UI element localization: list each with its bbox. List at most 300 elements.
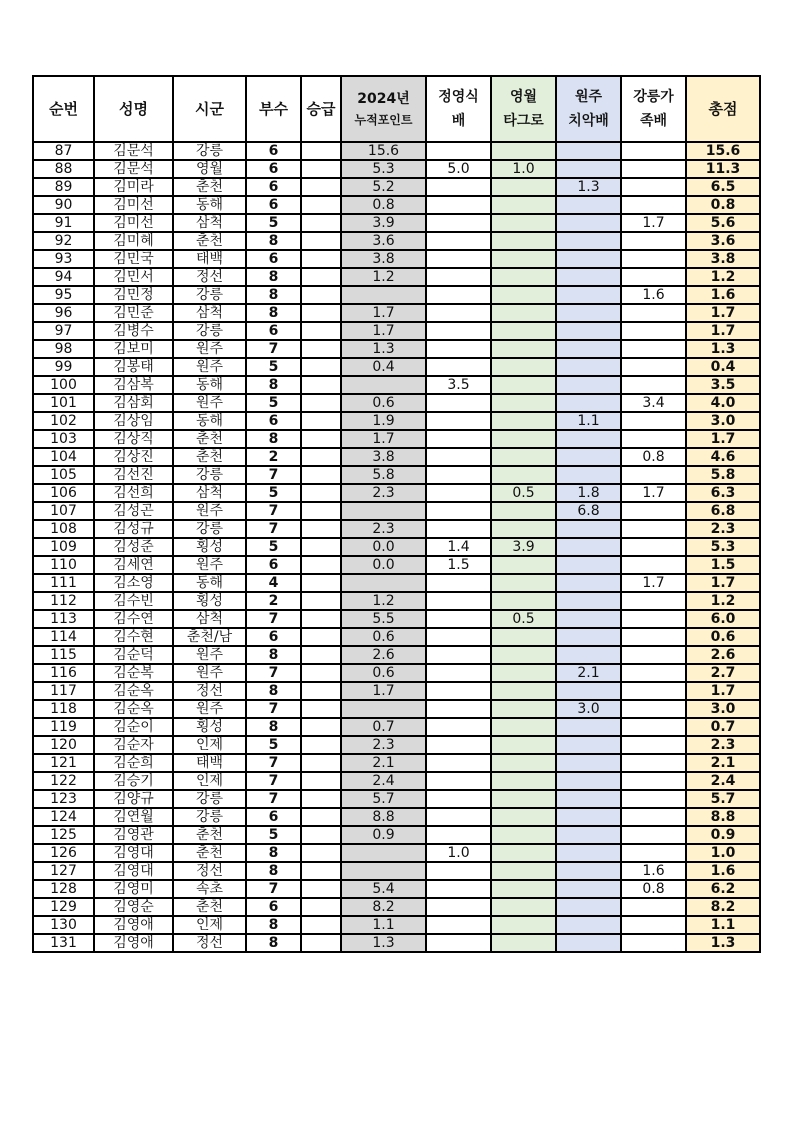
cell-2024-points bbox=[341, 862, 426, 880]
header-promotion: 승급 bbox=[301, 76, 341, 142]
cell-division: 8 bbox=[246, 646, 301, 664]
cell-gangneung-family-cup bbox=[621, 160, 686, 178]
cell-no: 96 bbox=[33, 304, 94, 322]
cell-promotion bbox=[301, 250, 341, 268]
cell-region: 원주 bbox=[173, 340, 246, 358]
cell-no: 128 bbox=[33, 880, 94, 898]
cell-jeong-youngsik-cup bbox=[426, 916, 491, 934]
cell-total: 1.0 bbox=[686, 844, 760, 862]
table-row bbox=[33, 916, 760, 934]
cell-gangneung-family-cup bbox=[621, 430, 686, 448]
cell-jeong-youngsik-cup bbox=[426, 142, 491, 160]
cell-promotion bbox=[301, 610, 341, 628]
table-row bbox=[33, 754, 760, 772]
cell-total: 3.6 bbox=[686, 232, 760, 250]
cell-total: 0.4 bbox=[686, 358, 760, 376]
table-row bbox=[33, 322, 760, 340]
cell-promotion bbox=[301, 340, 341, 358]
cell-division: 8 bbox=[246, 430, 301, 448]
cell-2024-points: 1.7 bbox=[341, 322, 426, 340]
cell-division: 8 bbox=[246, 844, 301, 862]
cell-region: 춘천 bbox=[173, 898, 246, 916]
cell-promotion bbox=[301, 322, 341, 340]
cell-name: 김미선 bbox=[94, 196, 173, 214]
cell-2024-points bbox=[341, 502, 426, 520]
cell-2024-points: 5.7 bbox=[341, 790, 426, 808]
cell-wonju-chiak-cup bbox=[556, 394, 621, 412]
cell-2024-points: 0.6 bbox=[341, 664, 426, 682]
cell-wonju-chiak-cup bbox=[556, 340, 621, 358]
cell-region: 횡성 bbox=[173, 592, 246, 610]
table-row bbox=[33, 412, 760, 430]
cell-name: 김삼회 bbox=[94, 394, 173, 412]
cell-jeong-youngsik-cup bbox=[426, 808, 491, 826]
cell-gangneung-family-cup bbox=[621, 322, 686, 340]
cell-division: 6 bbox=[246, 250, 301, 268]
cell-region: 춘천 bbox=[173, 448, 246, 466]
cell-region: 삼척 bbox=[173, 610, 246, 628]
cell-yeongwol-tagro bbox=[491, 142, 556, 160]
cell-name: 김보미 bbox=[94, 340, 173, 358]
cell-gangneung-family-cup bbox=[621, 610, 686, 628]
cell-wonju-chiak-cup: 2.1 bbox=[556, 664, 621, 682]
cell-division: 8 bbox=[246, 718, 301, 736]
cell-wonju-chiak-cup: 1.8 bbox=[556, 484, 621, 502]
table-row bbox=[33, 664, 760, 682]
table-row bbox=[33, 898, 760, 916]
cell-yeongwol-tagro bbox=[491, 880, 556, 898]
cell-no: 114 bbox=[33, 628, 94, 646]
cell-gangneung-family-cup bbox=[621, 412, 686, 430]
cell-total: 2.6 bbox=[686, 646, 760, 664]
cell-division: 7 bbox=[246, 340, 301, 358]
cell-yeongwol-tagro bbox=[491, 448, 556, 466]
cell-region: 원주 bbox=[173, 646, 246, 664]
cell-2024-points bbox=[341, 700, 426, 718]
table-row bbox=[33, 466, 760, 484]
cell-2024-points: 8.8 bbox=[341, 808, 426, 826]
cell-wonju-chiak-cup: 6.8 bbox=[556, 502, 621, 520]
cell-wonju-chiak-cup: 1.1 bbox=[556, 412, 621, 430]
cell-division: 6 bbox=[246, 178, 301, 196]
cell-2024-points: 2.6 bbox=[341, 646, 426, 664]
table-row bbox=[33, 448, 760, 466]
cell-region: 횡성 bbox=[173, 538, 246, 556]
cell-division: 8 bbox=[246, 934, 301, 952]
cell-promotion bbox=[301, 808, 341, 826]
cell-promotion bbox=[301, 394, 341, 412]
cell-no: 95 bbox=[33, 286, 94, 304]
cell-promotion bbox=[301, 412, 341, 430]
cell-gangneung-family-cup: 0.8 bbox=[621, 448, 686, 466]
cell-region: 강릉 bbox=[173, 322, 246, 340]
cell-2024-points: 0.4 bbox=[341, 358, 426, 376]
cell-gangneung-family-cup bbox=[621, 916, 686, 934]
cell-name: 김순희 bbox=[94, 754, 173, 772]
cell-yeongwol-tagro bbox=[491, 628, 556, 646]
cell-region: 정선 bbox=[173, 682, 246, 700]
cell-name: 김문석 bbox=[94, 142, 173, 160]
cell-yeongwol-tagro bbox=[491, 646, 556, 664]
cell-region: 속초 bbox=[173, 880, 246, 898]
cell-division: 8 bbox=[246, 232, 301, 250]
cell-region: 삼척 bbox=[173, 304, 246, 322]
cell-wonju-chiak-cup bbox=[556, 232, 621, 250]
cell-division: 7 bbox=[246, 520, 301, 538]
cell-division: 6 bbox=[246, 322, 301, 340]
cell-2024-points: 5.5 bbox=[341, 610, 426, 628]
cell-yeongwol-tagro bbox=[491, 394, 556, 412]
cell-yeongwol-tagro bbox=[491, 250, 556, 268]
cell-no: 104 bbox=[33, 448, 94, 466]
cell-jeong-youngsik-cup bbox=[426, 322, 491, 340]
cell-no: 93 bbox=[33, 250, 94, 268]
cell-yeongwol-tagro bbox=[491, 592, 556, 610]
cell-region: 태백 bbox=[173, 250, 246, 268]
cell-2024-points: 5.8 bbox=[341, 466, 426, 484]
cell-yeongwol-tagro bbox=[491, 304, 556, 322]
cell-no: 92 bbox=[33, 232, 94, 250]
cell-division: 4 bbox=[246, 574, 301, 592]
cell-total: 6.8 bbox=[686, 502, 760, 520]
cell-jeong-youngsik-cup bbox=[426, 430, 491, 448]
cell-2024-points bbox=[341, 286, 426, 304]
cell-wonju-chiak-cup bbox=[556, 610, 621, 628]
cell-wonju-chiak-cup bbox=[556, 520, 621, 538]
cell-2024-points: 3.8 bbox=[341, 250, 426, 268]
cell-yeongwol-tagro bbox=[491, 574, 556, 592]
cell-gangneung-family-cup bbox=[621, 178, 686, 196]
header-wj-line2: 치악배 bbox=[568, 113, 609, 129]
cell-promotion bbox=[301, 196, 341, 214]
cell-region: 정선 bbox=[173, 934, 246, 952]
cell-jeong-youngsik-cup bbox=[426, 304, 491, 322]
cell-name: 김선희 bbox=[94, 484, 173, 502]
cell-jeong-youngsik-cup bbox=[426, 214, 491, 232]
cell-division: 8 bbox=[246, 916, 301, 934]
cell-region: 횡성 bbox=[173, 718, 246, 736]
cell-name: 김미라 bbox=[94, 178, 173, 196]
cell-division: 6 bbox=[246, 412, 301, 430]
cell-no: 113 bbox=[33, 610, 94, 628]
cell-region: 강릉 bbox=[173, 142, 246, 160]
cell-wonju-chiak-cup bbox=[556, 322, 621, 340]
cell-2024-points bbox=[341, 376, 426, 394]
header-2024-points-line1: 2024년 bbox=[357, 91, 410, 107]
cell-promotion bbox=[301, 772, 341, 790]
cell-total: 2.3 bbox=[686, 520, 760, 538]
cell-no: 105 bbox=[33, 466, 94, 484]
cell-name: 김상진 bbox=[94, 448, 173, 466]
header-wj-line1: 원주 bbox=[574, 89, 603, 105]
cell-yeongwol-tagro bbox=[491, 196, 556, 214]
cell-jeong-youngsik-cup bbox=[426, 592, 491, 610]
cell-promotion bbox=[301, 160, 341, 178]
cell-yeongwol-tagro bbox=[491, 736, 556, 754]
cell-2024-points: 0.9 bbox=[341, 826, 426, 844]
cell-gangneung-family-cup bbox=[621, 772, 686, 790]
cell-jeong-youngsik-cup: 5.0 bbox=[426, 160, 491, 178]
cell-gangneung-family-cup bbox=[621, 196, 686, 214]
cell-wonju-chiak-cup bbox=[556, 934, 621, 952]
cell-name: 김삼복 bbox=[94, 376, 173, 394]
cell-no: 91 bbox=[33, 214, 94, 232]
cell-total: 3.0 bbox=[686, 700, 760, 718]
cell-gangneung-family-cup bbox=[621, 376, 686, 394]
cell-division: 8 bbox=[246, 286, 301, 304]
cell-total: 4.0 bbox=[686, 394, 760, 412]
header-2024-points-line2: 누적포인트 bbox=[354, 113, 413, 127]
cell-yeongwol-tagro bbox=[491, 214, 556, 232]
cell-name: 김영미 bbox=[94, 880, 173, 898]
cell-total: 8.2 bbox=[686, 898, 760, 916]
cell-division: 6 bbox=[246, 142, 301, 160]
cell-total: 6.5 bbox=[686, 178, 760, 196]
cell-wonju-chiak-cup bbox=[556, 556, 621, 574]
cell-total: 1.1 bbox=[686, 916, 760, 934]
cell-no: 87 bbox=[33, 142, 94, 160]
cell-wonju-chiak-cup bbox=[556, 466, 621, 484]
cell-division: 7 bbox=[246, 664, 301, 682]
cell-yeongwol-tagro bbox=[491, 268, 556, 286]
cell-gangneung-family-cup bbox=[621, 682, 686, 700]
cell-wonju-chiak-cup bbox=[556, 772, 621, 790]
table-row bbox=[33, 502, 760, 520]
cell-promotion bbox=[301, 880, 341, 898]
cell-wonju-chiak-cup bbox=[556, 304, 621, 322]
cell-jeong-youngsik-cup bbox=[426, 520, 491, 538]
cell-total: 1.2 bbox=[686, 268, 760, 286]
cell-jeong-youngsik-cup bbox=[426, 664, 491, 682]
cell-promotion bbox=[301, 286, 341, 304]
cell-yeongwol-tagro bbox=[491, 772, 556, 790]
cell-promotion bbox=[301, 214, 341, 232]
cell-region: 인제 bbox=[173, 772, 246, 790]
cell-no: 123 bbox=[33, 790, 94, 808]
cell-division: 6 bbox=[246, 196, 301, 214]
cell-2024-points: 1.1 bbox=[341, 916, 426, 934]
cell-jeong-youngsik-cup bbox=[426, 772, 491, 790]
cell-yeongwol-tagro: 1.0 bbox=[491, 160, 556, 178]
table-body bbox=[33, 142, 760, 952]
cell-jeong-youngsik-cup: 1.4 bbox=[426, 538, 491, 556]
cell-yeongwol-tagro bbox=[491, 862, 556, 880]
cell-jeong-youngsik-cup bbox=[426, 466, 491, 484]
cell-division: 6 bbox=[246, 898, 301, 916]
cell-no: 88 bbox=[33, 160, 94, 178]
cell-gangneung-family-cup bbox=[621, 250, 686, 268]
cell-wonju-chiak-cup bbox=[556, 754, 621, 772]
cell-no: 110 bbox=[33, 556, 94, 574]
cell-2024-points: 2.4 bbox=[341, 772, 426, 790]
cell-yeongwol-tagro bbox=[491, 376, 556, 394]
cell-gangneung-family-cup bbox=[621, 358, 686, 376]
cell-jeong-youngsik-cup: 3.5 bbox=[426, 376, 491, 394]
cell-jeong-youngsik-cup bbox=[426, 682, 491, 700]
cell-name: 김소영 bbox=[94, 574, 173, 592]
cell-2024-points bbox=[341, 844, 426, 862]
cell-jeong-youngsik-cup bbox=[426, 574, 491, 592]
table-row bbox=[33, 214, 760, 232]
header-total: 총점 bbox=[686, 76, 760, 142]
cell-region: 원주 bbox=[173, 700, 246, 718]
cell-yeongwol-tagro bbox=[491, 682, 556, 700]
cell-gangneung-family-cup: 1.7 bbox=[621, 484, 686, 502]
cell-jeong-youngsik-cup bbox=[426, 880, 491, 898]
cell-name: 김민준 bbox=[94, 304, 173, 322]
cell-gangneung-family-cup bbox=[621, 646, 686, 664]
cell-division: 7 bbox=[246, 754, 301, 772]
cell-region: 강릉 bbox=[173, 808, 246, 826]
cell-gangneung-family-cup bbox=[621, 340, 686, 358]
cell-total: 0.9 bbox=[686, 826, 760, 844]
cell-wonju-chiak-cup bbox=[556, 844, 621, 862]
cell-region: 춘천/남 bbox=[173, 628, 246, 646]
cell-promotion bbox=[301, 448, 341, 466]
cell-name: 김미선 bbox=[94, 214, 173, 232]
cell-total: 6.3 bbox=[686, 484, 760, 502]
cell-2024-points: 3.8 bbox=[341, 448, 426, 466]
cell-jeong-youngsik-cup bbox=[426, 394, 491, 412]
cell-division: 6 bbox=[246, 808, 301, 826]
cell-total: 6.2 bbox=[686, 880, 760, 898]
cell-no: 108 bbox=[33, 520, 94, 538]
cell-region: 삼척 bbox=[173, 484, 246, 502]
cell-total: 8.8 bbox=[686, 808, 760, 826]
cell-division: 7 bbox=[246, 880, 301, 898]
cell-2024-points: 1.7 bbox=[341, 682, 426, 700]
cell-jeong-youngsik-cup bbox=[426, 736, 491, 754]
cell-wonju-chiak-cup bbox=[556, 682, 621, 700]
cell-promotion bbox=[301, 934, 341, 952]
table-row bbox=[33, 520, 760, 538]
cell-yeongwol-tagro: 0.5 bbox=[491, 610, 556, 628]
cell-2024-points: 5.2 bbox=[341, 178, 426, 196]
table-row bbox=[33, 178, 760, 196]
cell-yeongwol-tagro bbox=[491, 808, 556, 826]
table-row bbox=[33, 592, 760, 610]
cell-promotion bbox=[301, 520, 341, 538]
cell-jeong-youngsik-cup bbox=[426, 898, 491, 916]
cell-2024-points: 3.6 bbox=[341, 232, 426, 250]
cell-no: 116 bbox=[33, 664, 94, 682]
cell-promotion bbox=[301, 718, 341, 736]
cell-promotion bbox=[301, 664, 341, 682]
cell-gangneung-family-cup bbox=[621, 304, 686, 322]
cell-total: 1.6 bbox=[686, 862, 760, 880]
cell-name: 김문석 bbox=[94, 160, 173, 178]
cell-gangneung-family-cup: 1.6 bbox=[621, 862, 686, 880]
cell-promotion bbox=[301, 862, 341, 880]
cell-2024-points: 1.7 bbox=[341, 430, 426, 448]
cell-2024-points bbox=[341, 574, 426, 592]
header-jys-line1: 정영식 bbox=[438, 89, 479, 105]
cell-name: 김병수 bbox=[94, 322, 173, 340]
table-row bbox=[33, 718, 760, 736]
cell-name: 김성준 bbox=[94, 538, 173, 556]
table-row bbox=[33, 430, 760, 448]
cell-2024-points: 1.3 bbox=[341, 340, 426, 358]
cell-2024-points: 0.6 bbox=[341, 628, 426, 646]
cell-division: 7 bbox=[246, 700, 301, 718]
cell-promotion bbox=[301, 700, 341, 718]
cell-yeongwol-tagro: 3.9 bbox=[491, 538, 556, 556]
table-row bbox=[33, 826, 760, 844]
cell-wonju-chiak-cup bbox=[556, 358, 621, 376]
cell-gangneung-family-cup bbox=[621, 736, 686, 754]
table-row bbox=[33, 142, 760, 160]
header-gn-line2: 족배 bbox=[639, 113, 668, 129]
header-jeong-youngsik-cup bbox=[426, 76, 491, 142]
cell-promotion bbox=[301, 304, 341, 322]
cell-region: 강릉 bbox=[173, 286, 246, 304]
cell-no: 127 bbox=[33, 862, 94, 880]
cell-total: 3.5 bbox=[686, 376, 760, 394]
table-row bbox=[33, 376, 760, 394]
cell-no: 94 bbox=[33, 268, 94, 286]
cell-jeong-youngsik-cup bbox=[426, 700, 491, 718]
cell-promotion bbox=[301, 574, 341, 592]
cell-division: 5 bbox=[246, 736, 301, 754]
cell-division: 7 bbox=[246, 466, 301, 484]
cell-jeong-youngsik-cup bbox=[426, 232, 491, 250]
cell-yeongwol-tagro bbox=[491, 826, 556, 844]
cell-name: 김미혜 bbox=[94, 232, 173, 250]
cell-no: 100 bbox=[33, 376, 94, 394]
cell-promotion bbox=[301, 916, 341, 934]
cell-2024-points: 1.7 bbox=[341, 304, 426, 322]
header-region: 시군 bbox=[173, 76, 246, 142]
cell-division: 8 bbox=[246, 268, 301, 286]
cell-name: 김상직 bbox=[94, 430, 173, 448]
cell-name: 김연월 bbox=[94, 808, 173, 826]
cell-total: 2.3 bbox=[686, 736, 760, 754]
header-row bbox=[33, 76, 760, 142]
cell-gangneung-family-cup: 1.6 bbox=[621, 286, 686, 304]
cell-name: 김순옥 bbox=[94, 700, 173, 718]
cell-region: 동해 bbox=[173, 196, 246, 214]
cell-jeong-youngsik-cup bbox=[426, 448, 491, 466]
header-name: 성명 bbox=[94, 76, 173, 142]
cell-promotion bbox=[301, 232, 341, 250]
cell-division: 5 bbox=[246, 538, 301, 556]
cell-gangneung-family-cup bbox=[621, 754, 686, 772]
cell-total: 1.7 bbox=[686, 304, 760, 322]
cell-division: 6 bbox=[246, 628, 301, 646]
cell-gangneung-family-cup: 3.4 bbox=[621, 394, 686, 412]
cell-yeongwol-tagro bbox=[491, 790, 556, 808]
cell-no: 109 bbox=[33, 538, 94, 556]
cell-division: 6 bbox=[246, 556, 301, 574]
cell-division: 2 bbox=[246, 592, 301, 610]
points-table bbox=[32, 75, 761, 953]
cell-gangneung-family-cup bbox=[621, 142, 686, 160]
cell-gangneung-family-cup bbox=[621, 664, 686, 682]
cell-wonju-chiak-cup bbox=[556, 736, 621, 754]
cell-no: 118 bbox=[33, 700, 94, 718]
cell-yeongwol-tagro bbox=[491, 718, 556, 736]
cell-no: 89 bbox=[33, 178, 94, 196]
cell-division: 7 bbox=[246, 790, 301, 808]
cell-2024-points: 5.4 bbox=[341, 880, 426, 898]
cell-promotion bbox=[301, 358, 341, 376]
cell-wonju-chiak-cup bbox=[556, 376, 621, 394]
header-wonju-chiak-cup bbox=[556, 76, 621, 142]
cell-no: 99 bbox=[33, 358, 94, 376]
cell-promotion bbox=[301, 142, 341, 160]
table-row bbox=[33, 268, 760, 286]
cell-jeong-youngsik-cup bbox=[426, 610, 491, 628]
